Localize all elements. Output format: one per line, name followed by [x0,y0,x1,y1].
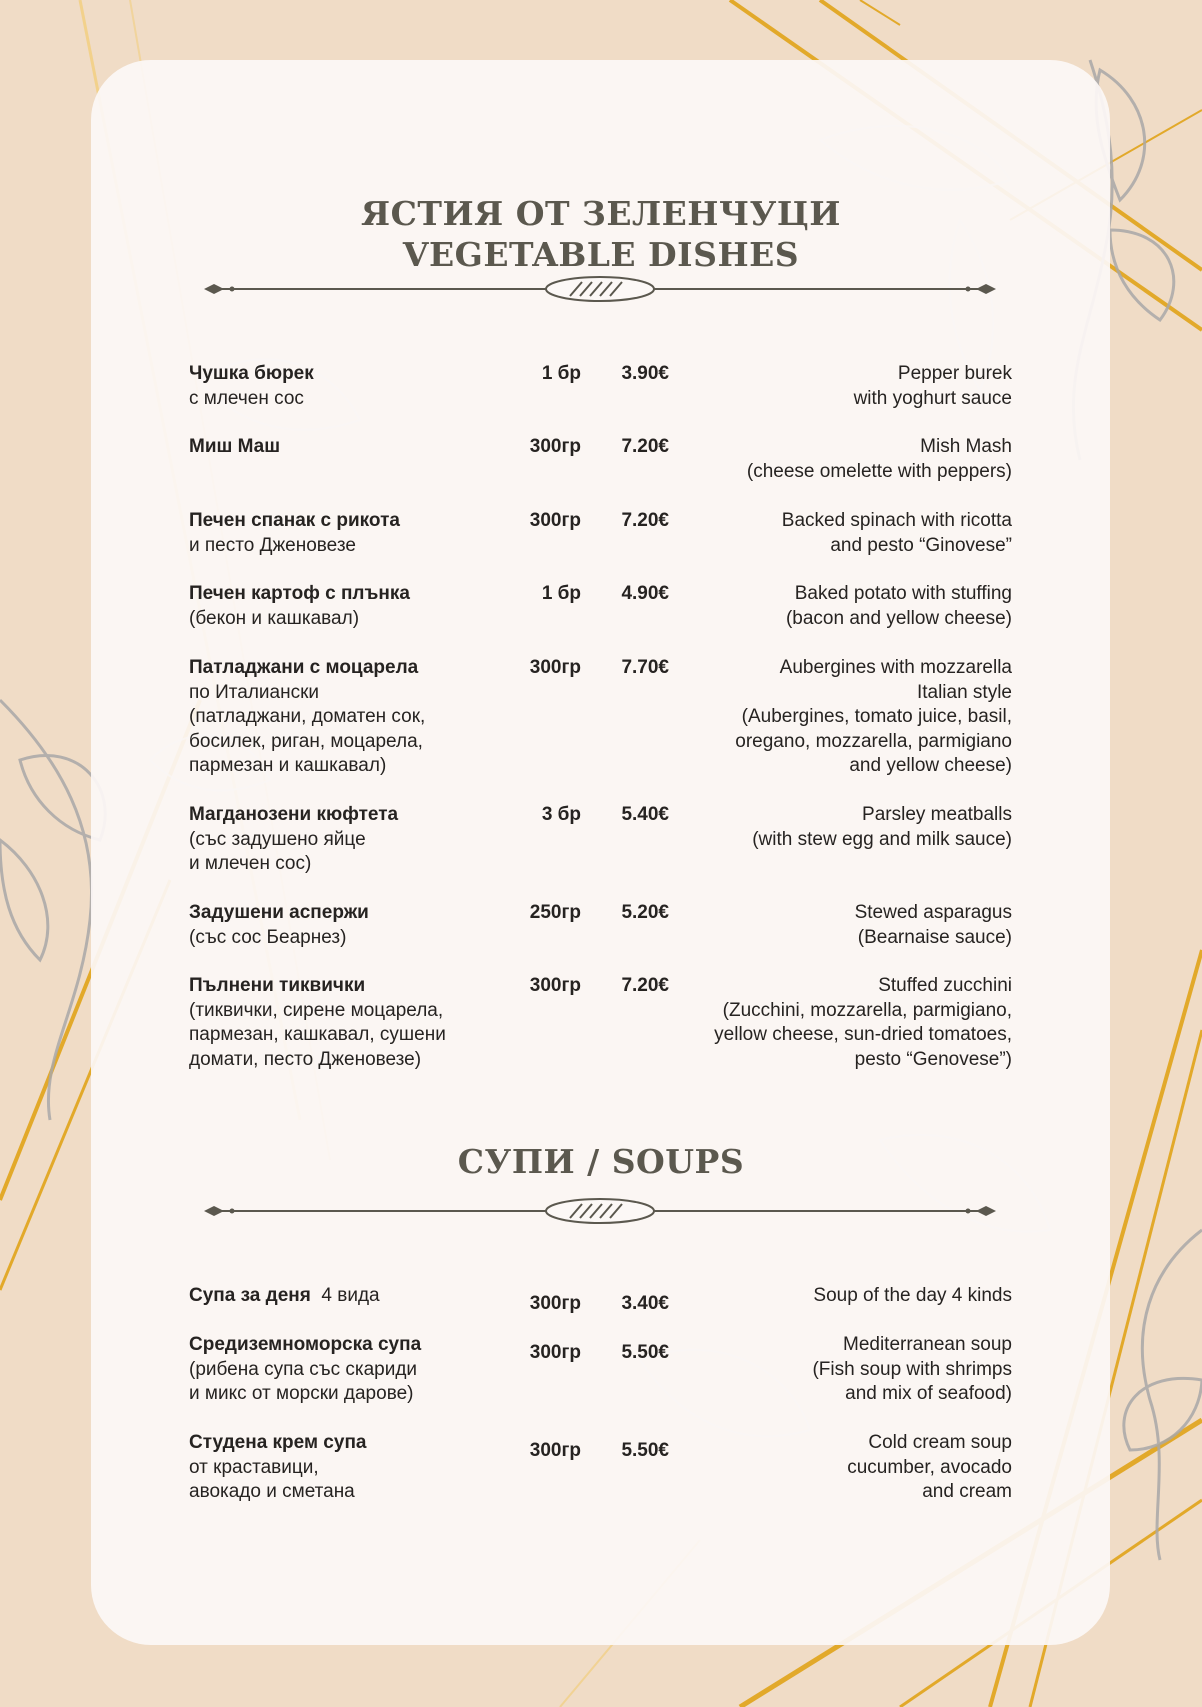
item-name-bg: Миш Маш [189,436,281,457]
item-name-en: Aubergines with mozzarella [779,657,1012,678]
item-quantity: 250гр [529,902,581,923]
item-name-bg: Средиземноморска супа [189,1334,422,1355]
item-desc-bg: и млечен сос) [189,853,312,874]
item-price: 5.50€ [621,1342,669,1363]
item-desc-en: and mix of seafood) [845,1383,1012,1404]
item-name-bg: Патладжани с моцарела [189,657,419,678]
item-desc-bg: (патладжани, доматен сок, [189,706,426,727]
item-desc-en: (Bearnaise sauce) [857,926,1012,948]
item-quantity: 300гр [529,1342,581,1363]
item-desc-en: yellow cheese, sun-dried tomatoes, [714,1024,1012,1045]
item-price: 7.20€ [621,510,669,531]
item-quantity: 300гр [529,510,581,531]
item-desc-en: and yellow cheese) [849,755,1012,776]
item-desc-bg: (със задушено яйце [189,828,366,850]
item-name-en: Parsley meatballs [862,804,1012,825]
item-name-en: Backed spinach with ricotta [781,510,1012,531]
item-name-en: Mediterranean soup [843,1334,1012,1355]
item-name-bg: Печен картоф с плънка [189,583,410,604]
item-desc-en: Italian style [916,681,1012,703]
item-desc-bg: авокадо и сметана [189,1481,355,1502]
item-desc-en: (Zucchini, mozzarella, parmigiano, [722,999,1012,1021]
item-quantity: 300гр [529,436,581,457]
item-price: 5.50€ [621,1440,669,1461]
item-desc-en: (Aubergines, tomato juice, basil, [741,706,1012,727]
item-desc-bg: (бекон и кашкавал) [189,607,360,629]
item-desc-en: (cheese omelette with peppers) [746,460,1012,482]
item-price: 3.40€ [621,1293,669,1314]
divider-ornament [200,1194,1000,1228]
item-quantity: 300гр [529,1293,581,1314]
item-name-bg: Супа за деня [189,1285,311,1306]
item-desc-bg: и микс от морски дарове) [189,1383,414,1404]
item-price: 4.90€ [621,583,669,604]
item-name-bg: Чушка бюрек [189,363,314,384]
item-price: 5.20€ [621,902,669,923]
section-title-en: VEGETABLE DISHES [402,235,800,274]
item-desc-en: oregano, mozzarella, parmigiano [735,730,1012,752]
item-price: 7.20€ [621,436,669,457]
item-desc-bg: (рибена супа със скариди [189,1358,418,1380]
item-desc-bg: с млечен сос [189,387,304,409]
item-name-en: Cold cream soup [868,1432,1012,1453]
item-quantity: 300гр [529,657,581,678]
item-note-bg: 4 вида [321,1285,380,1306]
item-desc-en: pesto “Genovese”) [854,1048,1012,1070]
item-desc-bg: босилек, риган, моцарела, [189,730,423,752]
item-name-en: Stuffed zucchini [878,975,1012,996]
item-quantity: 3 бр [541,804,581,825]
item-desc-bg: и песто Дженовезе [189,534,356,556]
item-desc-en: (Fish soup with shrimps [812,1358,1012,1380]
item-name-en: Mish Mash [920,436,1012,457]
section-title-soups [0,1141,1202,1182]
item-quantity: 300гр [529,975,581,996]
item-name-en: Soup of the day 4 kinds [813,1285,1012,1306]
section-title-bg: СУПИ / SOUPS [457,1142,745,1181]
item-name-en: Baked potato with stuffing [794,583,1012,604]
item-quantity: 1 бр [541,363,581,384]
section-title-vegetable [0,193,1202,275]
item-name-bg: Студена крем супа [189,1432,367,1453]
item-price: 3.90€ [621,363,669,384]
item-desc-en: and pesto “Ginovese” [830,534,1012,556]
item-name-bg: Магданозени кюфтета [189,804,399,825]
item-desc-bg: (тиквички, сирене моцарела, [189,999,444,1021]
item-desc-en: with yoghurt sauce [853,387,1012,409]
item-name-en: Stewed asparagus [854,902,1012,923]
item-desc-en: (with stew egg and milk sauce) [752,828,1012,850]
item-desc-bg: пармезан и кашкавал) [189,755,387,776]
item-name-bg: Печен спанак с рикота [189,510,400,531]
item-price: 7.70€ [621,657,669,678]
divider-ornament [200,272,1000,306]
item-desc-en: (bacon and yellow cheese) [785,607,1012,629]
item-desc-bg: от краставици, [189,1456,319,1478]
item-desc-bg: пармезан, кашкавал, сушени [189,1024,446,1045]
item-name-bg: Задушени аспержи [189,902,369,923]
item-name-en: Pepper burek [897,363,1012,384]
item-desc-bg: по Италиански [189,681,320,703]
item-desc-bg: домати, песто Дженовезе) [189,1048,422,1070]
item-quantity: 300гр [529,1440,581,1461]
item-name-bg: Пълнени тиквички [189,975,366,996]
item-price: 5.40€ [621,804,669,825]
item-desc-en: and cream [922,1481,1012,1502]
item-price: 7.20€ [621,975,669,996]
item-quantity: 1 бр [541,583,581,604]
section-title-bg: ЯСТИЯ ОТ ЗЕЛЕНЧУЦИ [361,194,841,233]
item-desc-en: cucumber, avocado [847,1456,1012,1478]
item-desc-bg: (със сос Беарнез) [189,926,347,948]
